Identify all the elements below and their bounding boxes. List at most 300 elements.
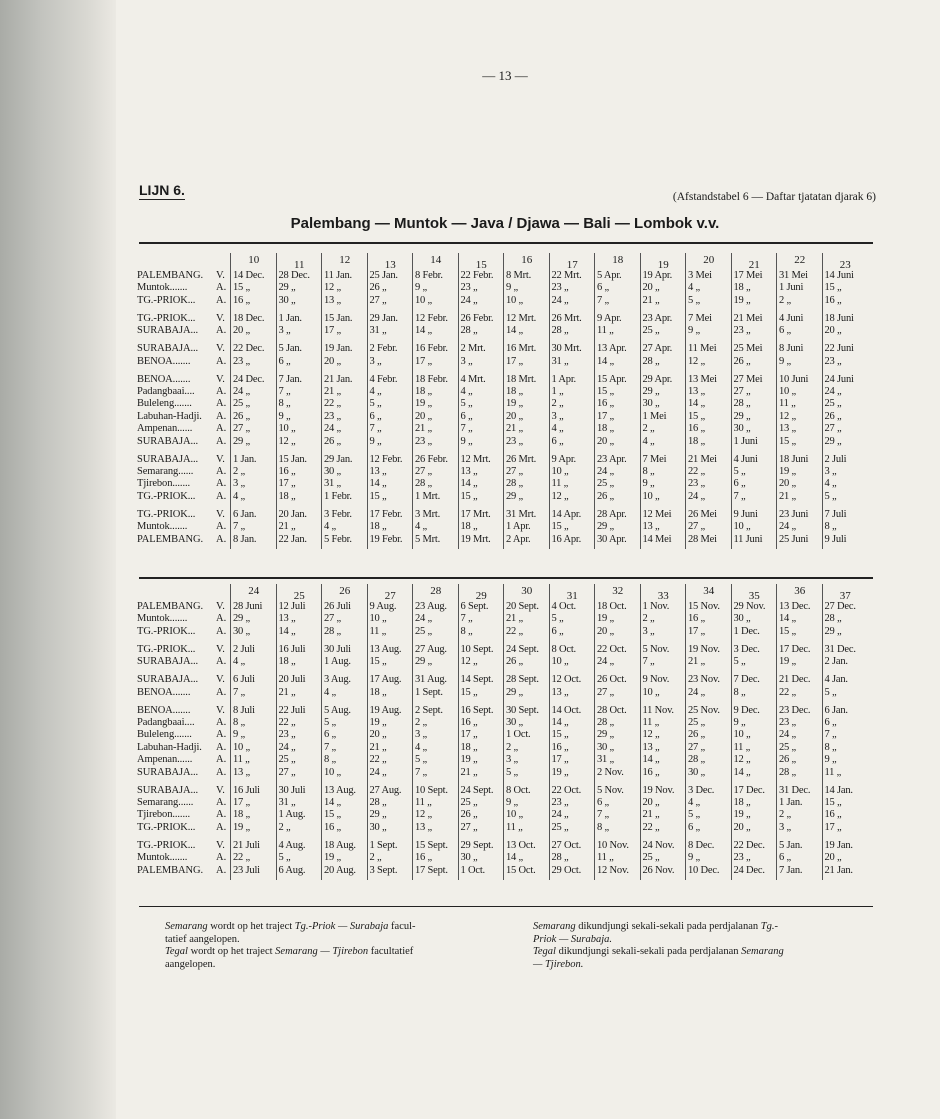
port-name: SURABAJA... — [137, 325, 199, 337]
schedule-date: 27 „ — [688, 521, 705, 533]
schedule-date: 14 „ — [551, 717, 569, 728]
schedule-date: 17 „ — [324, 325, 341, 337]
column-separator — [731, 584, 732, 880]
schedule-date: 27 „ — [369, 294, 387, 306]
schedule-date: 26 „ — [733, 355, 751, 367]
schedule-date: 20 „ — [324, 355, 341, 367]
schedule-date: 23 „ — [506, 435, 523, 447]
schedule-date: 26 „ — [233, 410, 250, 422]
schedule-date: 29 „ — [597, 521, 614, 533]
schedule-date: 9 „ — [824, 754, 837, 766]
schedule-date: 17 Dec. — [733, 784, 765, 796]
schedule-date: 1 Juni — [733, 435, 758, 447]
footnote-line — [165, 946, 495, 959]
schedule-date: 3 „ — [460, 355, 473, 367]
schedule-date: 1 Apr. — [506, 521, 531, 533]
arrival-departure-flag: A. — [216, 729, 227, 741]
schedule-date: 1 Nov. — [642, 601, 670, 612]
schedule-date: 17 „ — [233, 797, 250, 808]
schedule-date: 21 „ — [506, 423, 523, 435]
schedule-date: 5 Febr. — [324, 533, 352, 545]
schedule-date: 24 „ — [551, 809, 569, 821]
schedule-date: 19 „ — [369, 717, 387, 728]
schedule-date: 5 „ — [460, 398, 473, 410]
schedule-date: 12 „ — [688, 355, 705, 367]
schedule-date: 7 „ — [597, 294, 609, 306]
schedule-date: 29 „ — [506, 686, 523, 698]
schedule-date: 29 „ — [824, 435, 842, 447]
schedule-date: 26 Mrt. — [551, 312, 582, 324]
schedule-date: 28 Dec. — [278, 270, 310, 281]
schedule-date: 22 „ — [278, 717, 296, 728]
schedule-date: 24 „ — [324, 423, 341, 435]
schedule-date: 8 „ — [324, 754, 336, 766]
schedule-date: 10 „ — [415, 294, 432, 306]
schedule-date: 6 „ — [688, 821, 700, 833]
schedule-date: 18 „ — [278, 656, 296, 668]
schedule-date: 27 „ — [824, 423, 842, 435]
schedule-date: 9 Apr. — [597, 312, 622, 324]
schedule-date: 23 Nov. — [688, 674, 720, 686]
schedule-date: 9 „ — [506, 797, 518, 808]
footnote-text: Semarang — Tjirebon — [275, 946, 369, 957]
schedule-date: 19 Jan. — [324, 343, 353, 355]
voyage-number: 35 — [748, 590, 760, 602]
schedule-date: 16 „ — [278, 466, 296, 477]
schedule-date: 23 Juli — [233, 864, 260, 876]
schedule-date: 21 Jan. — [824, 864, 853, 876]
schedule-date: 18 Juni — [779, 453, 809, 465]
column-separator — [731, 253, 732, 549]
schedule-date: 4 „ — [460, 386, 473, 397]
schedule-date: 27 „ — [324, 613, 341, 625]
schedule-date: 24 „ — [278, 741, 296, 753]
schedule-date: 2 „ — [233, 466, 245, 477]
port-name: Muntok....... — [137, 521, 188, 533]
schedule-date: 4 „ — [415, 521, 427, 533]
schedule-date: 24 „ — [688, 686, 705, 698]
port-name: Labuhan-Hadji. — [137, 410, 202, 422]
footnote-text: facul- — [388, 921, 416, 932]
voyage-number: 32 — [612, 585, 624, 597]
page-number: — 13 — — [482, 68, 528, 83]
schedule-date: 21 „ — [642, 809, 660, 821]
schedule-date: 28 „ — [369, 797, 387, 808]
schedule-date: 7 „ — [369, 423, 382, 435]
schedule-date: 22 Jan. — [278, 533, 307, 545]
schedule-date: 2 „ — [369, 852, 382, 864]
schedule-date: 23 „ — [460, 282, 478, 294]
schedule-date: 12 „ — [779, 410, 796, 422]
schedule-date: 4 „ — [324, 686, 336, 698]
schedule-date: 27 „ — [506, 466, 523, 477]
header-rule — [139, 242, 873, 244]
schedule-date: 4 „ — [415, 741, 427, 753]
voyage-number: 16 — [521, 254, 533, 266]
schedule-date: 30 „ — [733, 423, 751, 435]
schedule-date: 12 „ — [415, 809, 432, 821]
schedule-date: 3 „ — [551, 410, 564, 422]
schedule-date: 13 „ — [551, 686, 569, 698]
schedule-date: 18 „ — [506, 386, 523, 397]
schedule-date: 13 „ — [688, 386, 705, 397]
schedule-date: 29 „ — [642, 386, 660, 397]
column-separator — [549, 253, 550, 549]
voyage-number: 30 — [521, 585, 533, 597]
footnote-dutch — [165, 921, 495, 971]
schedule-date: 26 „ — [460, 809, 478, 821]
schedule-date: 19 „ — [324, 852, 341, 864]
schedule-date: 22 „ — [233, 852, 250, 864]
schedule-date: 15 Nov. — [688, 601, 720, 612]
schedule-date: 13 Mei — [688, 373, 717, 385]
footnote-text: Semarang — [533, 921, 576, 932]
schedule-date: 10 Juni — [779, 373, 809, 385]
schedule-date: 9 „ — [233, 729, 245, 741]
arrival-departure-flag: V. — [216, 343, 225, 355]
schedule-date: 5 „ — [415, 754, 427, 766]
port-name: PALEMBANG. — [137, 601, 203, 612]
schedule-date: 10 „ — [642, 686, 660, 698]
schedule-date: 26 „ — [779, 754, 796, 766]
schedule-date: 21 „ — [324, 386, 341, 397]
port-name: Labuhan-Hadji. — [137, 741, 202, 753]
footnote-text: wordt op het traject — [207, 921, 295, 932]
schedule-date: 14 Oct. — [551, 704, 582, 716]
schedule-date: 21 „ — [278, 686, 296, 698]
schedule-date: 18 „ — [233, 809, 250, 821]
schedule-date: 5 Apr. — [597, 270, 622, 281]
schedule-date: 30 „ — [460, 852, 478, 864]
footnote-text: tatief aangelopen. — [165, 933, 240, 945]
arrival-departure-flag: A. — [216, 466, 227, 477]
schedule-date: 6 „ — [779, 852, 791, 864]
schedule-date: 20 „ — [506, 410, 523, 422]
schedule-date: 5 Nov. — [597, 784, 624, 796]
schedule-date: 19 „ — [415, 398, 432, 410]
footer-rule — [139, 906, 873, 907]
port-name: TG.-PRIOK... — [137, 625, 196, 637]
schedule-date: 3 Mei — [688, 270, 712, 281]
schedule-date: 5 Jan. — [779, 839, 803, 851]
schedule-date: 25 „ — [460, 797, 478, 808]
schedule-date: 18 „ — [733, 282, 751, 294]
schedule-date: 16 „ — [551, 741, 569, 753]
schedule-date: 10 „ — [278, 423, 296, 435]
schedule-date: 8 „ — [824, 521, 837, 533]
schedule-date: 24 Dec. — [733, 864, 765, 876]
footnote-line — [533, 946, 853, 959]
schedule-date: 3 Dec. — [733, 643, 760, 655]
schedule-date: 17 „ — [415, 355, 432, 367]
schedule-date: 1 Febr. — [324, 490, 352, 502]
schedule-date: 10 „ — [551, 466, 569, 477]
schedule-date: 14 Dec. — [233, 270, 265, 281]
arrival-departure-flag: A. — [216, 410, 227, 422]
schedule-date: 24 „ — [551, 294, 569, 306]
schedule-date: 5 „ — [824, 686, 837, 698]
schedule-date: 23 „ — [278, 729, 296, 741]
schedule-date: 16 Juli — [233, 784, 260, 796]
footnote-line — [533, 959, 853, 972]
schedule-date: 29 Apr. — [642, 373, 673, 385]
schedule-date: 14 „ — [460, 478, 478, 490]
schedule-date: 7 „ — [642, 656, 655, 668]
schedule-date: 10 „ — [642, 490, 660, 502]
footnote-text: dikundjungi sekali-sekali pada perdjalanan — [575, 921, 761, 932]
schedule-date: 9 „ — [642, 478, 655, 490]
schedule-date: 28 „ — [460, 325, 478, 337]
schedule-date: 8 Dec. — [688, 839, 715, 851]
footnote-text: Tegal — [533, 946, 556, 957]
arrival-departure-flag: A. — [216, 490, 227, 502]
schedule-date: 23 Dec. — [779, 704, 811, 716]
schedule-date: 15 Apr. — [597, 373, 627, 385]
schedule-date: 16 „ — [415, 852, 432, 864]
schedule-date: 3 „ — [278, 325, 291, 337]
schedule-date: 4 „ — [369, 386, 382, 397]
schedule-date: 23 „ — [733, 325, 751, 337]
schedule-date: 27 „ — [688, 741, 705, 753]
schedule-date: 13 „ — [233, 766, 250, 778]
schedule-date: 11 „ — [597, 852, 614, 864]
schedule-date: 2 Nov. — [597, 766, 624, 778]
schedule-date: 22 „ — [688, 466, 705, 477]
schedule-date: 5 „ — [733, 656, 746, 668]
schedule-date: 24 Dec. — [233, 373, 265, 385]
schedule-date: 28 „ — [551, 852, 569, 864]
schedule-date: 31 „ — [369, 325, 387, 337]
schedule-date: 7 Juli — [824, 508, 847, 520]
schedule-date: 9 „ — [278, 410, 291, 422]
schedule-date: 25 „ — [642, 325, 660, 337]
schedule-date: 22 Febr. — [460, 270, 494, 281]
schedule-date: 29 „ — [278, 282, 296, 294]
schedule-date: 27 Aug. — [415, 643, 447, 655]
schedule-date: 1 „ — [551, 386, 564, 397]
schedule-date: 26 Nov. — [642, 864, 675, 876]
port-name: Buleleng....... — [137, 729, 192, 741]
schedule-date: 6 Jan. — [824, 704, 848, 716]
port-name: TG.-PRIOK... — [137, 312, 196, 324]
schedule-date: 31 Aug. — [415, 674, 447, 686]
schedule-date: 22 „ — [642, 821, 660, 833]
page-binding-shadow — [0, 0, 116, 1119]
arrival-departure-flag: A. — [216, 355, 227, 367]
schedule-date: 30 „ — [278, 294, 296, 306]
schedule-date: 10 „ — [733, 729, 751, 741]
schedule-date: 25 Nov. — [688, 704, 720, 716]
schedule-date: 29 Nov. — [733, 601, 766, 612]
schedule-date: 19 „ — [733, 294, 751, 306]
port-name: TG.-PRIOK... — [137, 294, 196, 306]
schedule-date: 24 „ — [233, 386, 250, 397]
footnote-text: Semarang — [165, 921, 208, 932]
schedule-date: 2 „ — [642, 613, 655, 625]
schedule-date: 7 „ — [233, 686, 245, 698]
schedule-date: 9 Nov. — [642, 674, 670, 686]
schedule-date: 17 Dec. — [779, 643, 811, 655]
schedule-date: 29 „ — [597, 729, 614, 741]
schedule-date: 31 Dec. — [824, 643, 856, 655]
arrival-departure-flag: V. — [216, 601, 225, 612]
schedule-date: 20 „ — [597, 435, 614, 447]
footnote-text: Semarang — [741, 946, 784, 957]
voyage-number: 15 — [475, 259, 487, 271]
schedule-date: 5 Jan. — [278, 343, 302, 355]
schedule-date: 1 Jan. — [779, 797, 803, 808]
schedule-date: 23 Apr. — [642, 312, 673, 324]
port-name: TG.-PRIOK... — [137, 643, 196, 655]
schedule-date: 22 Oct. — [551, 784, 582, 796]
arrival-departure-flag: V. — [216, 453, 225, 465]
schedule-date: 28 „ — [551, 325, 569, 337]
arrival-departure-flag: A. — [216, 533, 227, 545]
port-name: Ampenan...... — [137, 754, 193, 766]
schedule-date: 6 „ — [551, 625, 564, 637]
schedule-date: 5 „ — [688, 809, 700, 821]
schedule-date: 12 Febr. — [415, 312, 448, 324]
schedule-date: 28 „ — [688, 754, 705, 766]
schedule-date: 21 „ — [460, 766, 478, 778]
schedule-date: 24 „ — [460, 294, 478, 306]
schedule-date: 28 „ — [324, 625, 341, 637]
schedule-date: 9 „ — [733, 717, 746, 728]
schedule-date: 15 „ — [324, 809, 341, 821]
schedule-date: 9 „ — [369, 435, 382, 447]
schedule-date: 4 Juni — [779, 312, 804, 324]
schedule-date: 2 Febr. — [369, 343, 398, 355]
schedule-date: 14 „ — [415, 325, 432, 337]
schedule-date: 9 Juli — [824, 533, 847, 545]
schedule-date: 16 „ — [460, 717, 478, 728]
schedule-date: 10 Sept. — [460, 643, 494, 655]
arrival-departure-flag: A. — [216, 809, 227, 821]
schedule-date: 19 Febr. — [369, 533, 403, 545]
schedule-date: 10 „ — [733, 521, 751, 533]
port-name: PALEMBANG. — [137, 533, 203, 545]
schedule-date: 19 „ — [233, 821, 250, 833]
schedule-date: 13 Oct. — [506, 839, 536, 851]
schedule-date: 27 Dec. — [824, 601, 856, 612]
schedule-date: 27 Aug. — [369, 784, 402, 796]
schedule-date: 20 „ — [415, 410, 432, 422]
column-separator — [503, 584, 504, 880]
column-separator — [230, 584, 231, 880]
schedule-date: 28 „ — [642, 355, 660, 367]
schedule-date: 13 „ — [324, 294, 341, 306]
schedule-date: 22 Dec. — [733, 839, 765, 851]
schedule-date: 31 „ — [551, 355, 569, 367]
schedule-date: 19 Nov. — [642, 784, 675, 796]
schedule-date: 29 „ — [733, 410, 751, 422]
schedule-date: 2 „ — [506, 741, 518, 753]
schedule-date: 28 Juni — [233, 601, 263, 612]
schedule-date: 31 „ — [324, 478, 341, 490]
port-name: Buleleng....... — [137, 398, 192, 410]
schedule-date: 14 „ — [688, 398, 705, 410]
schedule-date: 13 Aug. — [324, 784, 356, 796]
schedule-date: 21 „ — [642, 294, 660, 306]
schedule-date: 4 „ — [642, 435, 655, 447]
schedule-date: 27 Mei — [733, 373, 763, 385]
schedule-date: 27 „ — [460, 821, 478, 833]
schedule-date: 21 „ — [369, 741, 387, 753]
schedule-date: 7 „ — [233, 521, 245, 533]
schedule-date: 26 Mrt. — [506, 453, 537, 465]
arrival-departure-flag: V. — [216, 643, 225, 655]
schedule-date: 2 Juli — [824, 453, 847, 465]
schedule-date: 26 „ — [324, 435, 341, 447]
schedule-date: 4 „ — [551, 423, 564, 435]
schedule-date: 7 „ — [415, 766, 427, 778]
schedule-date: 31 Dec. — [779, 784, 811, 796]
schedule-date: 3 Aug. — [324, 674, 351, 686]
port-name: Muntok....... — [137, 852, 188, 864]
footnote-text: aangelopen. — [165, 958, 216, 970]
schedule-date: 14 „ — [324, 797, 341, 808]
arrival-departure-flag: V. — [216, 270, 225, 281]
schedule-date: 29 Sept. — [460, 839, 494, 851]
schedule-date: 20 „ — [597, 625, 614, 637]
port-name: SURABAJA... — [137, 453, 199, 465]
schedule-date: 6 „ — [779, 325, 791, 337]
schedule-date: 25 Mei — [733, 343, 763, 355]
schedule-date: 12 „ — [551, 490, 569, 502]
schedule-date: 29 Jan. — [324, 453, 353, 465]
schedule-date: 3 „ — [779, 821, 791, 833]
column-separator — [822, 253, 823, 549]
schedule-date: 6 „ — [551, 435, 564, 447]
schedule-date: 18 „ — [733, 797, 751, 808]
schedule-date: 6 Jan. — [233, 508, 257, 520]
schedule-date: 7 „ — [278, 386, 291, 397]
schedule-date: 20 „ — [642, 797, 660, 808]
schedule-date: 1 Mei — [642, 410, 667, 422]
schedule-date: 21 „ — [506, 613, 523, 625]
arrival-departure-flag: A. — [216, 423, 227, 435]
schedule-date: 2 „ — [551, 398, 564, 410]
schedule-date: 20 Juli — [278, 674, 306, 686]
footnote-malay — [533, 921, 853, 971]
schedule-date: 11 „ — [415, 797, 432, 808]
schedule-date: 11 Juni — [733, 533, 763, 545]
schedule-date: 16 „ — [688, 423, 705, 435]
schedule-date: 12 Mrt. — [506, 312, 537, 324]
schedule-date: 26 Juli — [324, 601, 351, 612]
schedule-date: 13 „ — [642, 741, 660, 753]
schedule-date: 29 Oct. — [551, 864, 582, 876]
arrival-departure-flag: V. — [216, 508, 225, 520]
schedule-date: 25 „ — [779, 741, 796, 753]
schedule-date: 30 „ — [324, 466, 341, 477]
schedule-date: 23 „ — [324, 410, 341, 422]
schedule-date: 5 Nov. — [642, 643, 670, 655]
schedule-date: 29 „ — [369, 809, 387, 821]
schedule-date: 28 „ — [415, 478, 432, 490]
schedule-date: 2 „ — [779, 294, 791, 306]
schedule-date: 30 „ — [597, 741, 614, 753]
voyage-number: 36 — [794, 585, 806, 597]
voyage-number: 34 — [703, 585, 715, 597]
schedule-date: 4 „ — [324, 521, 336, 533]
schedule-date: 6 „ — [278, 355, 291, 367]
port-name: BENOA....... — [137, 355, 191, 367]
schedule-date: 27 „ — [597, 686, 614, 698]
schedule-date: 15 „ — [551, 521, 569, 533]
schedule-date: 9 „ — [506, 282, 518, 294]
schedule-date: 7 Dec. — [733, 674, 760, 686]
